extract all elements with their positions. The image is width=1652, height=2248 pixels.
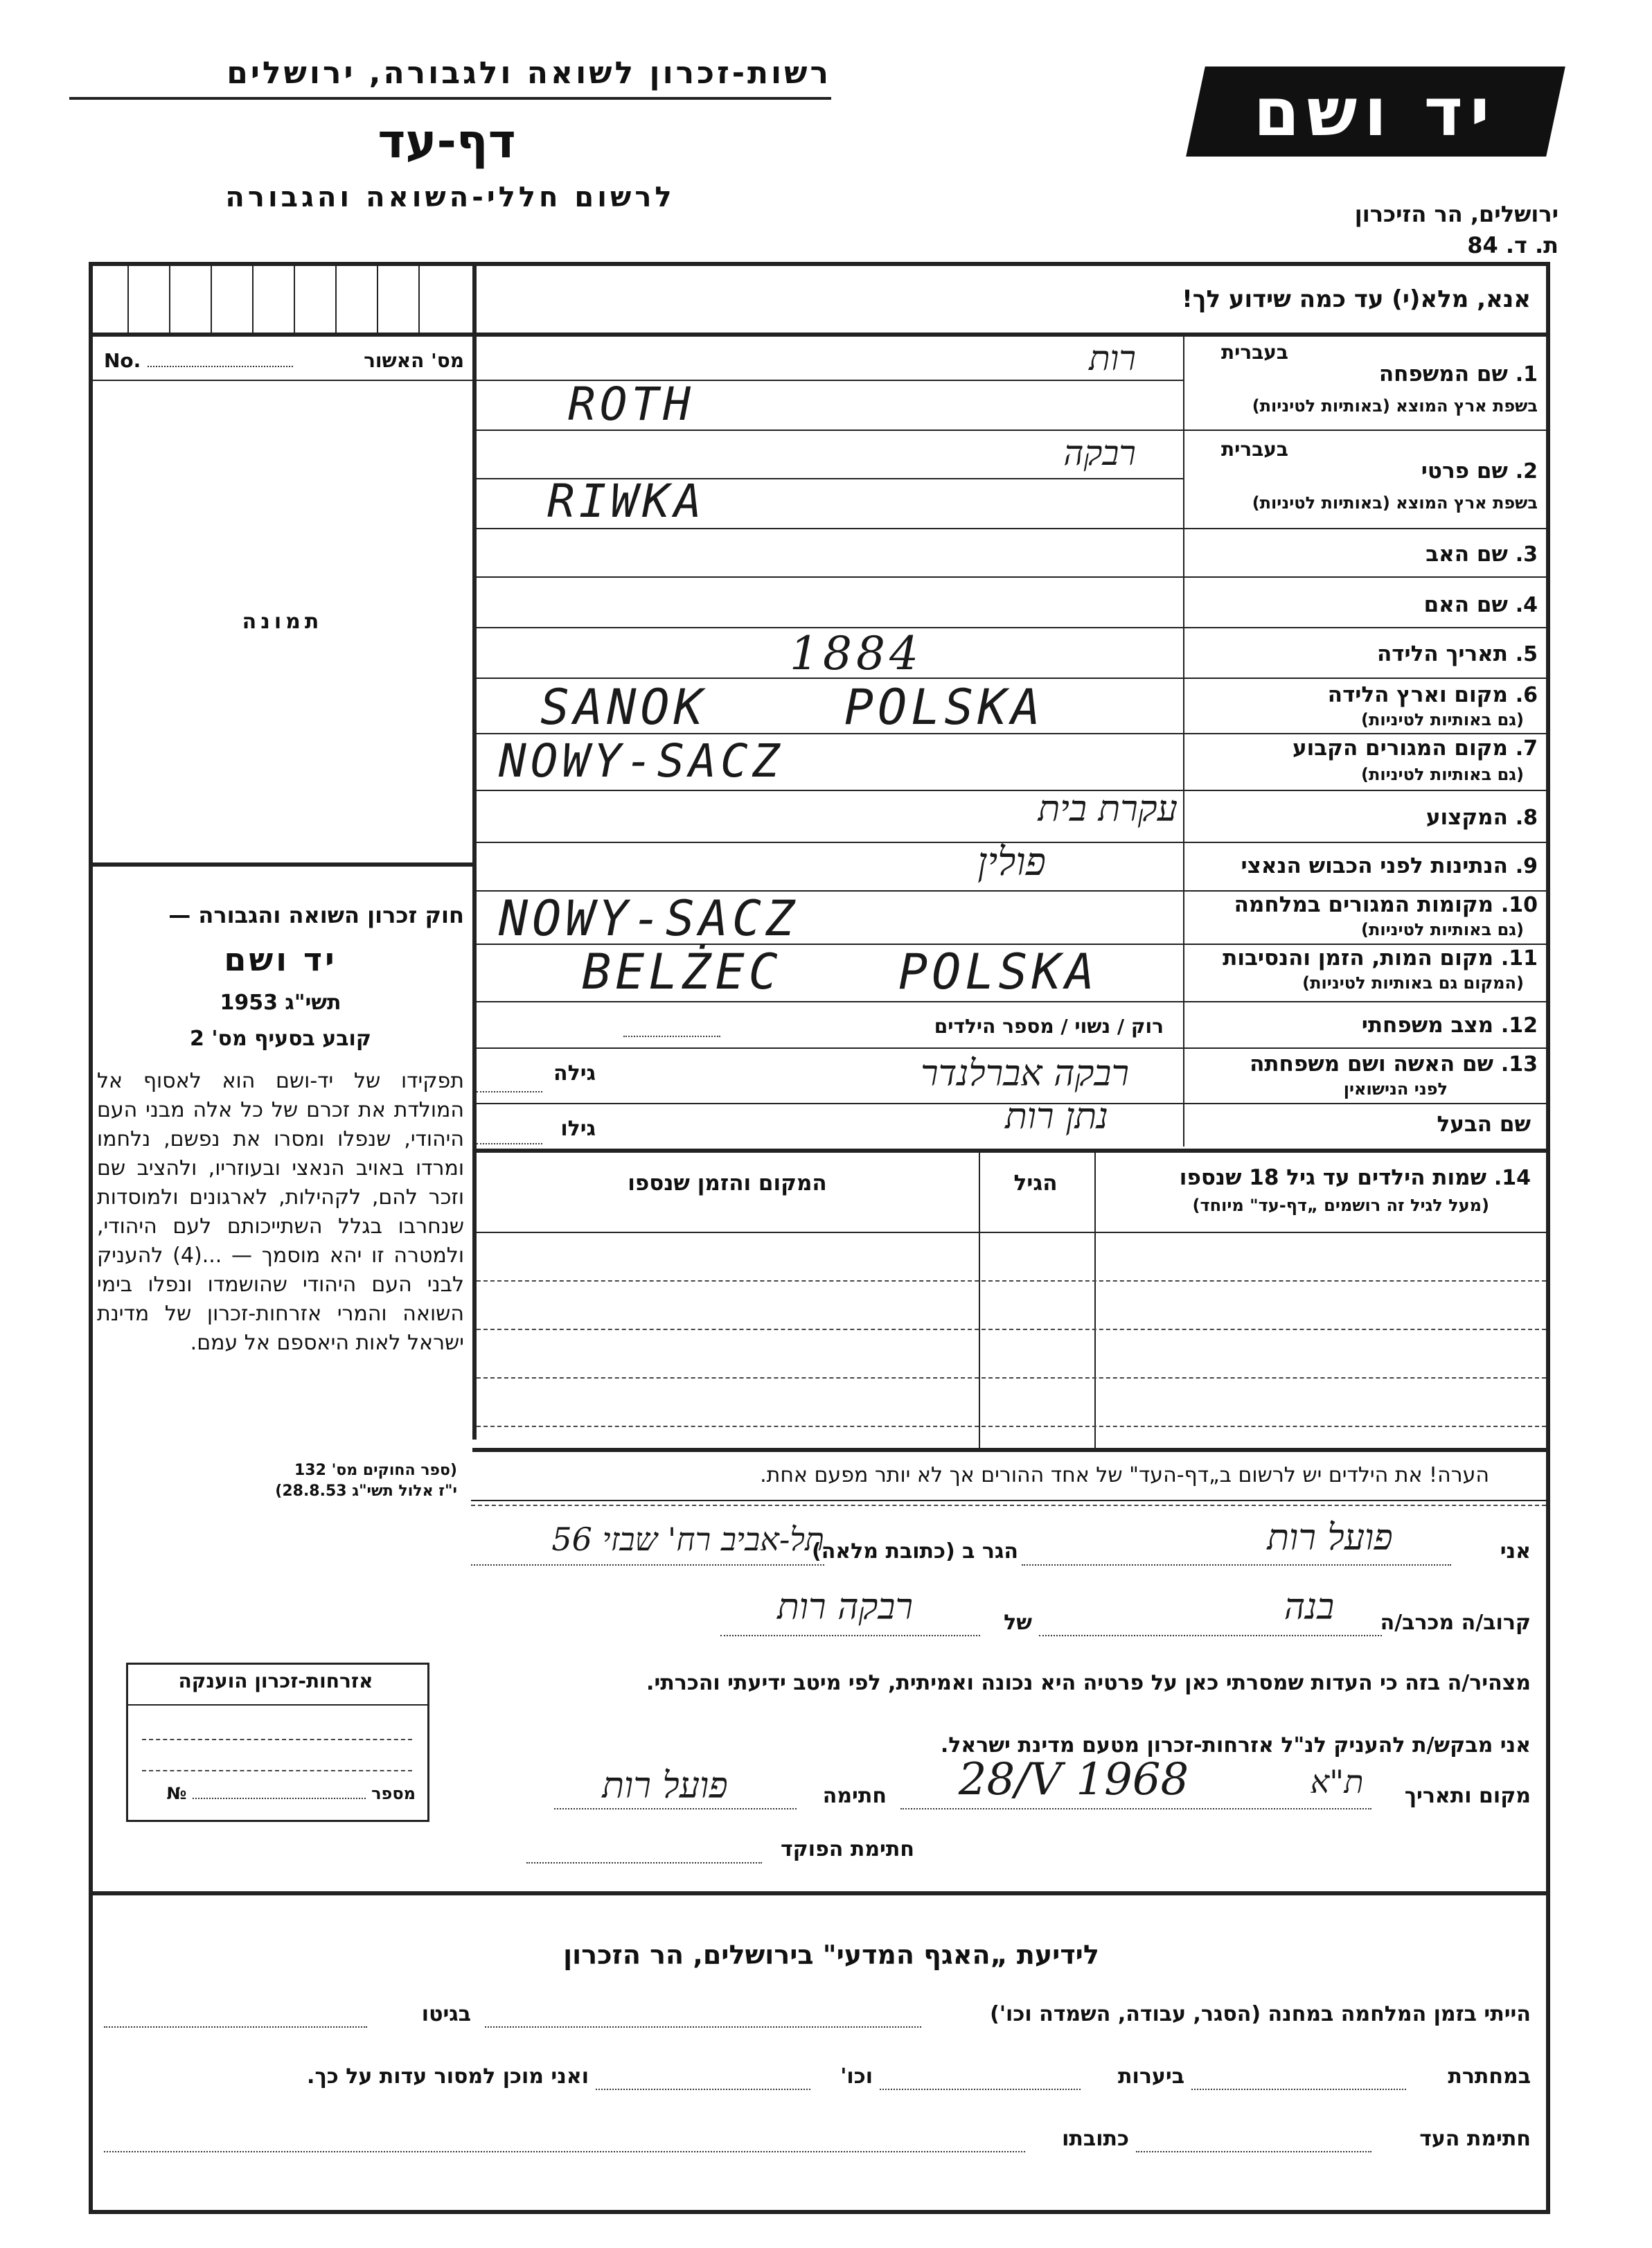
field-1-value-he: רות — [1089, 338, 1136, 378]
bottom-witness-sig: חתימת העד — [1419, 2127, 1531, 2151]
field-13-label: 13. שם האשה ושם משפחתה — [1250, 1052, 1538, 1077]
field-1-label: 1. שם המשפחה — [1378, 362, 1538, 387]
declarant-name: פועל רות — [1267, 1517, 1393, 1559]
approval-label-en: No. — [104, 349, 141, 372]
field-11-label: 11. מקום המות, הזמן והנסיבות — [1223, 946, 1538, 971]
declaration-text: מצהיר/ה בזה כי העדות שמסרתי כאן על פרטיה היא נכונה ואמיתית, לפי מיטב ידיעתי והכרתי. — [646, 1671, 1531, 1695]
field-7-value: NOWY-SACZ — [499, 734, 784, 788]
law-year: תשי"ג 1953 — [220, 991, 341, 1015]
field-7-sub: (גם באותיות לטיניות) — [1361, 765, 1524, 784]
declarant-resides-label: הגר ב (כתובת מלאה) — [811, 1539, 1018, 1564]
law-title: חוק זכרון השואה והגבורה — — [168, 902, 464, 928]
po-box: ת. ד. 84 — [1467, 232, 1558, 258]
declarant-i-label: אני — [1500, 1539, 1531, 1564]
signature-label: חתימה — [822, 1784, 887, 1808]
children-sub: (מעל לגיל זה רושמים „דף-עד" מיוחד) — [1192, 1196, 1489, 1215]
field-2-value-latin: RIWKA — [547, 475, 706, 528]
declarant-address: תל-אביב רח' שבזי 56 — [551, 1521, 824, 1558]
field-9-value: פולין — [977, 840, 1046, 885]
office-boxes — [93, 266, 472, 333]
field-2-value-he: רבקה — [1063, 433, 1136, 473]
field-2-sub: בשפת ארץ המוצא (באותיות לטיניות) — [1252, 493, 1538, 513]
frame-right — [1546, 262, 1550, 2212]
bottom-address: כתובתו — [1062, 2127, 1129, 2151]
children-label: 14. שמות הילדים עד גיל 18 שנספו — [1179, 1165, 1531, 1190]
org-line: רשות-זכרון לשואה ולגבורה, ירושלים — [227, 55, 831, 91]
logo-text: יד ושם — [1253, 73, 1497, 151]
husband-label: שם הבעל — [1437, 1112, 1531, 1137]
citizenship-number: מספר № — [166, 1784, 416, 1803]
law-body: תפקידו של יד-ושם הוא לאסוף אל המולדת את זכרם של כל אלה מבני העם היהודי, שנפלו ומסרו את נפשם, נלחמו ומרדו באויב הנאצי ובעוזריו, ולהציב שם וזכר להם, לקהילות, לארגונים ולמוסדות שנחרבו בגלל השתייכותם לעם היהודי, ולמטרה זו יהא מוסמך — ...(4) להעניק לבני העם היהודי שהושמדו ונפלו בימי השואה והמרי אזרחות-זכרון של מדינת ישראל לאות היאספם אל עמם. — [97, 1069, 464, 1355]
field-13-age-label: גילה — [553, 1061, 596, 1086]
declarant-relation: בנה — [1284, 1586, 1335, 1628]
children-row-2 — [477, 1329, 1546, 1330]
bottom-ghetto: בגיטו — [421, 2002, 471, 2026]
bottom-line-1: הייתי בזמן המלחמה במחנה (הסגר, עבודה, השמדה וכו') — [990, 2002, 1531, 2026]
approval-label-he: מס' האשור — [364, 349, 464, 372]
field-2-label: 2. שם פרטי — [1421, 459, 1538, 484]
law-ref-1: (ספר החוקים מס' 132 — [294, 1462, 457, 1479]
frame-left — [89, 262, 93, 2212]
husband-age-label: גילו — [560, 1117, 596, 1141]
bottom-underground: במחתרת — [1448, 2064, 1531, 2089]
children-col-age-divider — [979, 1150, 980, 1448]
approval-underline — [93, 380, 472, 381]
declarant-of-name: רבקה רות — [777, 1586, 913, 1628]
declarant-place: ת"א — [1310, 1763, 1364, 1800]
field-6-value: SANOK POLSKA — [540, 679, 1045, 736]
declarant-relative-label: קרוב/ה מכרב/ה — [1380, 1611, 1531, 1635]
field-11-value: BELŻEC POLSKA — [582, 944, 1099, 1000]
photo-bottom — [93, 862, 472, 867]
citizenship-title: אזרחות-זכרון הוענקה — [178, 1670, 373, 1692]
place-date-label: מקום ותאריך — [1404, 1784, 1531, 1808]
frame-bottom — [89, 2210, 1550, 2214]
field-13-value: רבקה אברלנדר — [921, 1053, 1129, 1095]
field-6-label: 6. מקום וארץ הלידה — [1327, 682, 1538, 707]
field-10-sub: (גם באותיות לטיניות) — [1361, 920, 1524, 939]
declarant-signature: פועל רות — [602, 1765, 728, 1807]
husband-value: נתן רות — [1005, 1096, 1108, 1138]
field-4-label: 4. שם האם — [1423, 592, 1538, 617]
form-subtitle: לרשום חללי-השואה והגבורה — [225, 182, 675, 213]
request-text: אני מבקש/ת להעניק לנ"ל אזרחות-זכרון מטעם מדינת ישראל. — [940, 1733, 1531, 1758]
approval-number — [104, 349, 464, 372]
field-10-label: 10. מקומות המגורים במלחמה — [1234, 892, 1538, 917]
field-8-label: 8. המקצוע — [1425, 805, 1538, 830]
field-12-options: רוק / נשוי / מספר הילדים — [934, 1015, 1164, 1038]
note: הערה! את הילדים יש לרשום ב„דף-העד" של אחד ההורים אך לא יותר מפעם אחת. — [760, 1463, 1489, 1487]
bottom-etc: וכו' — [840, 2064, 873, 2089]
address: ירושלים, הר הזיכרון — [1354, 201, 1558, 227]
field-3-label: 3. שם האב — [1425, 542, 1538, 567]
field-7-label: 7. מקום המגורים הקבוע — [1292, 736, 1538, 761]
boxes-bottom — [89, 333, 1550, 337]
children-col-place-divider — [1094, 1150, 1096, 1448]
field-5-value: 1884 — [790, 627, 923, 680]
field-13-sub: לפני הנישואין — [1343, 1079, 1448, 1099]
field-label-divider — [1183, 333, 1184, 1147]
field-1-value-latin: ROTH — [568, 378, 695, 431]
field-8-value: עקרת בית — [1038, 788, 1178, 830]
children-row-1 — [477, 1280, 1546, 1282]
law-clause: קובע בסעיף מס' 2 — [190, 1027, 371, 1051]
intro-text: אנא, מלא(י) עד כמה שידוע לך! — [1182, 285, 1531, 313]
field-9-label: 9. הנתינות לפני הכבוש הנאצי — [1241, 853, 1538, 878]
law-ref-2: י"ז אלול תשי"ג 28.8.53) — [275, 1483, 457, 1500]
law-name: יד ושם — [224, 941, 337, 978]
officer-signature-label: חתימת הפוקד — [781, 1837, 914, 1861]
field-5-label: 5. תאריך הלידה — [1376, 641, 1538, 666]
children-row-4 — [477, 1426, 1546, 1427]
bottom-title: לידיעת „האגף המדעי" בירושלים, הר הזכרון — [563, 1940, 1099, 1970]
bottom-forests: ביערות — [1118, 2064, 1184, 2089]
children-col-place: המקום והזמן שנספו — [628, 1171, 827, 1196]
left-column-divider — [472, 262, 477, 1440]
declarant-of-label: של — [1004, 1611, 1032, 1635]
field-10-value: NOWY-SACZ — [499, 890, 799, 947]
photo-label: תמונה — [242, 610, 323, 634]
form-title: דף-עד — [378, 114, 516, 169]
children-col-age: הגיל — [1013, 1171, 1058, 1196]
field-12-label: 12. מצב משפחתי — [1361, 1013, 1538, 1038]
declarant-date: 28/V 1968 — [958, 1754, 1189, 1805]
bottom-ready: ואני מוכן למסור עדות על כך. — [307, 2064, 589, 2089]
field-1-hebrew-tag: בעברית — [1220, 341, 1288, 364]
field-2-hebrew-tag: בעברית — [1220, 438, 1288, 461]
children-row-3 — [477, 1377, 1546, 1379]
field-11-sub: (המקום גם באותיות לטיניות) — [1302, 973, 1524, 993]
field-1-sub: בשפת ארץ המוצא (באותיות לטיניות) — [1252, 396, 1538, 416]
org-underline — [69, 97, 831, 100]
field-6-sub: (גם באותיות לטיניות) — [1361, 710, 1524, 729]
